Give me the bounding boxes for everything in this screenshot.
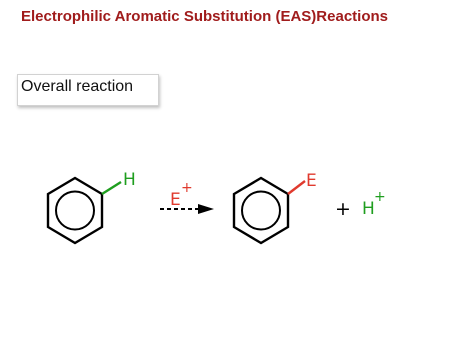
ce-bond bbox=[288, 181, 305, 194]
electrophile-reagent: E bbox=[170, 190, 181, 210]
reactant-hydrogen: H bbox=[123, 170, 136, 190]
benzene-reactant bbox=[48, 178, 102, 243]
benzene-reactant-aromatic-circle bbox=[56, 192, 94, 230]
reaction-arrow bbox=[160, 204, 214, 214]
benzene-product-aromatic-circle bbox=[242, 192, 280, 230]
byproduct-proton: H bbox=[362, 199, 375, 219]
byproduct-proton-charge: + bbox=[374, 189, 386, 205]
reaction-arrow-head bbox=[198, 204, 214, 214]
benzene-product bbox=[234, 178, 288, 243]
slide-title: Electrophilic Aromatic Substitution (EAS)Reactions bbox=[21, 8, 388, 25]
electrophile-reagent-charge: + bbox=[181, 180, 193, 196]
overall-reaction-label: Overall reaction bbox=[21, 78, 134, 95]
ch-bond bbox=[102, 182, 121, 194]
plus-sign: + bbox=[335, 198, 351, 220]
product-electrophile: E bbox=[306, 171, 317, 191]
